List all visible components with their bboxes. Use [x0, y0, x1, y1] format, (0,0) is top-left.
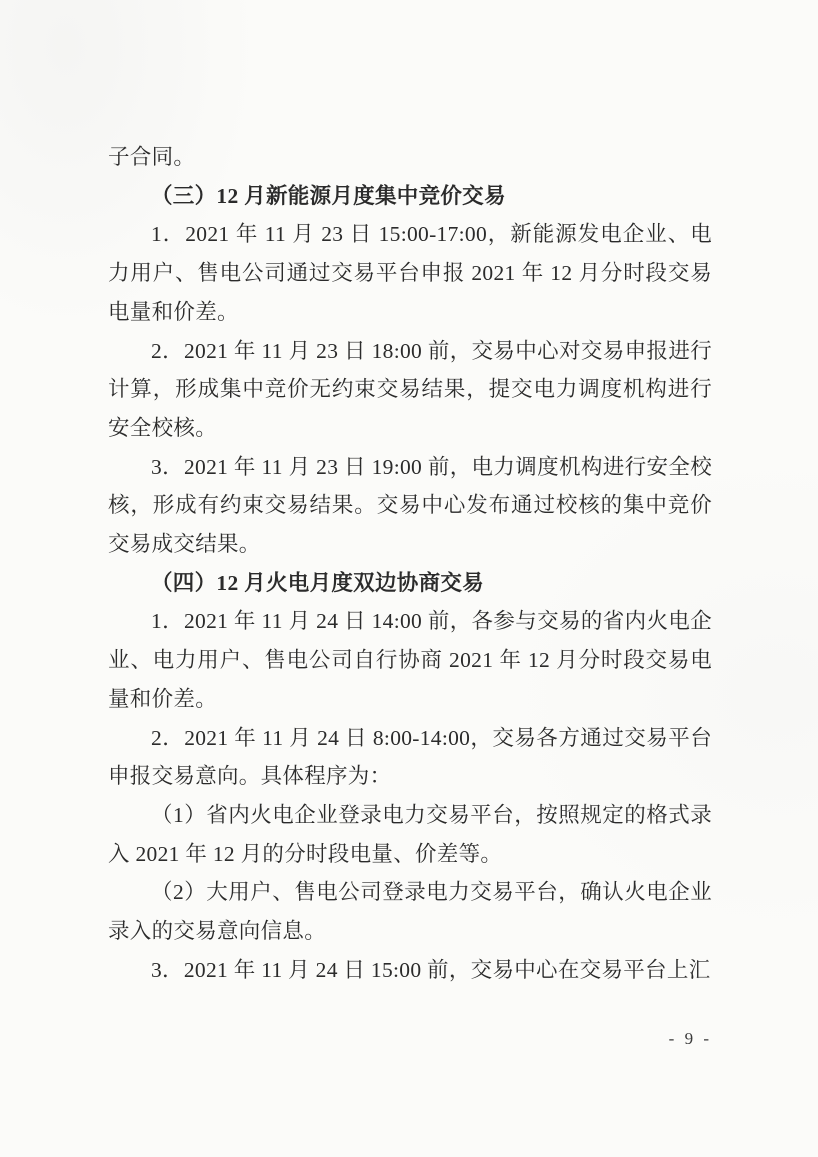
- section-heading-4: （四）12 月火电月度双边协商交易: [151, 570, 484, 595]
- paragraph-continuation: 子合同。: [108, 145, 196, 169]
- paragraph-subitem-2: （2）大用户、售电公司登录电力交易平台，确认火电企业录入的交易意向信息。: [108, 880, 712, 944]
- section-heading-3: （三）12 月新能源月度集中竞价交易: [151, 183, 506, 208]
- paragraph-item-2: 2．2021 年 11 月 23 日 18:00 前，交易中心对交易申报进行计算，形成集中竞价无约束交易结果，提交电力调度机构进行安全校核。: [108, 338, 712, 440]
- paragraph-item-3: 3．2021 年 11 月 23 日 19:00 前，电力调度机构进行安全校核，形成有约束交易结果。交易中心发布通过校核的集中竞价交易成交结果。: [108, 454, 712, 557]
- paragraph-item-1b: 1．2021 年 11 月 24 日 14:00 前，各参与交易的省内火电企业、电力用户、售电公司自行协商 2021 年 12 月分时段交易电量和价差。: [108, 609, 712, 711]
- paragraph-item-3b: 3．2021 年 11 月 24 日 15:00 前，交易中心在交易平台上汇: [151, 957, 711, 982]
- paragraph-subitem-1: （1）省内火电企业登录电力交易平台，按照规定的格式录入 2021 年 12 月的分时段电量、价差等。: [108, 802, 712, 866]
- paragraph-item-1: 1．2021 年 11 月 23 日 15:00-17:00，新能源发电企业、电力用户、售电公司通过交易平台申报 2021 年 12 月分时段交易电量和价差。: [108, 222, 712, 324]
- paragraph-item-2b: 2．2021 年 11 月 24 日 8:00-14:00，交易各方通过交易平台申报交易意向。具体程序为：: [108, 725, 712, 789]
- page-number: - 9 -: [668, 1029, 712, 1049]
